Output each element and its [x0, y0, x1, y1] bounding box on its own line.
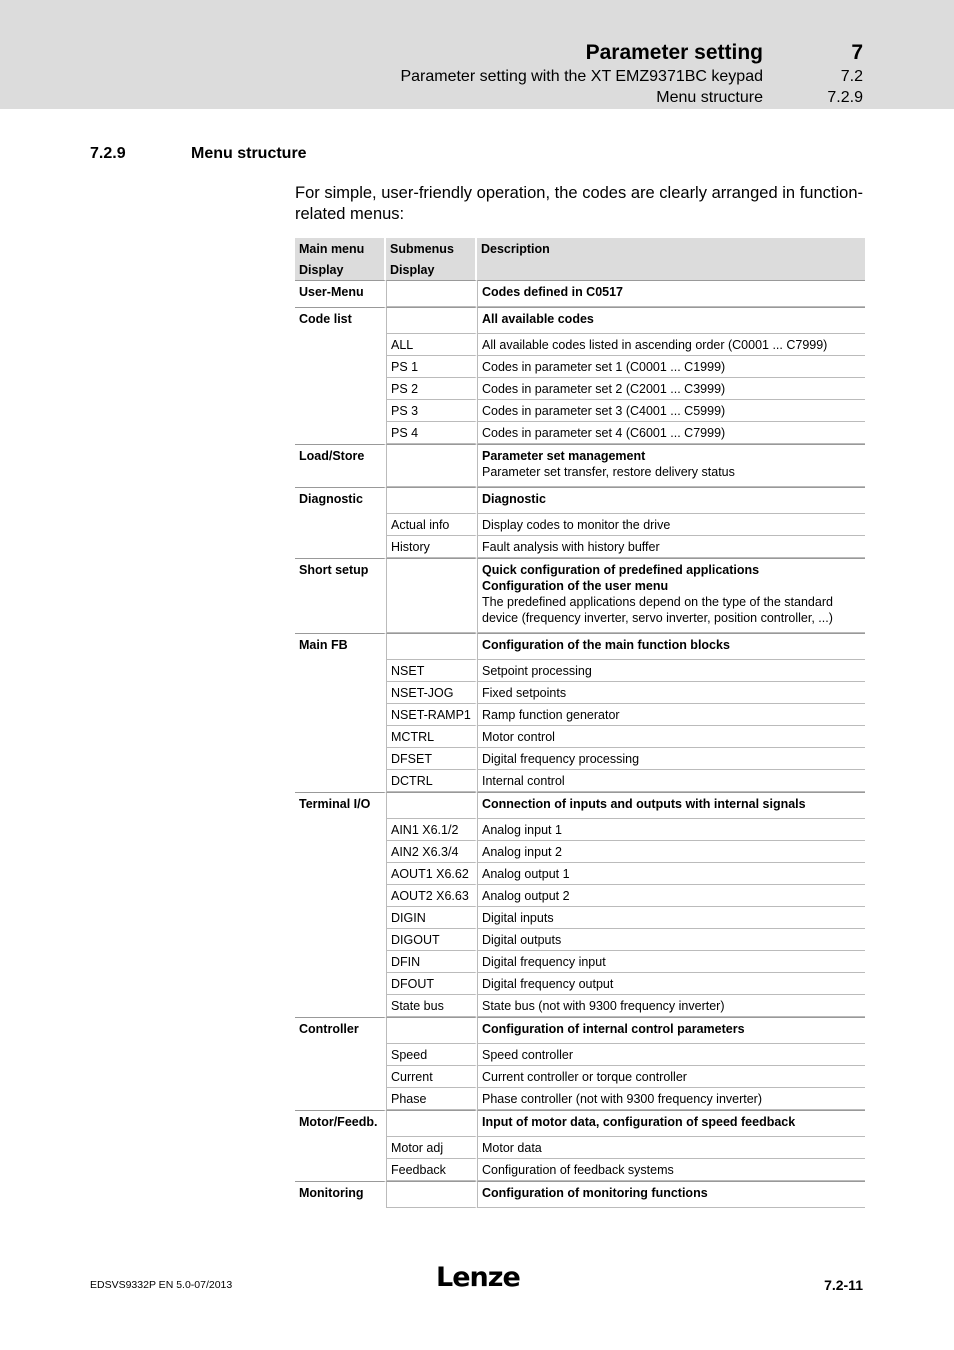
description-cell: All available codes listed in ascending order (C0001 ... C7999) [477, 334, 865, 356]
submenu-cell: Motor adj [386, 1137, 477, 1159]
submenu-cell [386, 1181, 477, 1208]
submenu-cell: NSET-JOG [386, 682, 477, 704]
description-cell [477, 792, 865, 819]
table-row [295, 1110, 865, 1137]
description-cell: Speed controller [477, 1044, 865, 1066]
description-cell: Codes in parameter set 4 (C6001 ... C7999) [477, 422, 865, 444]
description-cell: Analog output 1 [477, 863, 865, 885]
submenu-cell: DFOUT [386, 973, 477, 995]
description-cell: Motor data [477, 1137, 865, 1159]
table-row [295, 280, 865, 307]
submenu-cell: NSET-RAMP1 [386, 704, 477, 726]
submenu-cell: AOUT1 X6.62 [386, 863, 477, 885]
description-cell: Digital frequency output [477, 973, 865, 995]
subchapter-number: 7.2 [840, 68, 863, 85]
description-cell [477, 487, 865, 514]
submenu-cell: AOUT2 X6.63 [386, 885, 477, 907]
description-heading: Connection of inputs and outputs with internal signals [482, 797, 806, 811]
submenu-cell: Actual info [386, 514, 477, 536]
submenu-cell: Feedback [386, 1159, 477, 1181]
chapter-title: Parameter setting [585, 41, 763, 64]
description-heading: Quick configuration of predefined applications [482, 563, 760, 577]
submenu-cell: MCTRL [386, 726, 477, 748]
submenu-cell: History [386, 536, 477, 558]
description-cell [477, 280, 865, 307]
submenu-cell [386, 280, 477, 307]
submenu-cell: AIN2 X6.3/4 [386, 841, 477, 863]
table-row [295, 1017, 865, 1044]
description-cell: Configuration of feedback systems [477, 1159, 865, 1181]
description-cell: State bus (not with 9300 frequency inverter) [477, 995, 865, 1017]
main-menu-cell: Short setup [295, 558, 386, 633]
table-row [295, 307, 865, 334]
description-cell [477, 307, 865, 334]
chapter-number: 7 [851, 41, 863, 64]
main-menu-cell: Main FB [295, 633, 386, 792]
description-heading: All available codes [482, 312, 594, 326]
submenu-cell: ALL [386, 334, 477, 356]
table-row [295, 1181, 865, 1208]
submenu-cell [386, 444, 477, 487]
description-cell [477, 1017, 865, 1044]
submenu-cell: Current [386, 1066, 477, 1088]
description-cell: Fault analysis with history buffer [477, 536, 865, 558]
description-cell [477, 444, 865, 487]
section-number: 7.2.9 [90, 145, 126, 162]
description-text: Parameter set transfer, restore delivery status [482, 465, 735, 479]
subchapter-title: Parameter setting with the XT EMZ9371BC keypad [400, 68, 763, 85]
description-cell: Analog input 1 [477, 819, 865, 841]
description-cell: Analog output 2 [477, 885, 865, 907]
submenu-cell [386, 487, 477, 514]
main-menu-cell: Diagnostic [295, 487, 386, 558]
description-heading: Configuration of internal control parameters [482, 1022, 745, 1036]
submenu-cell [386, 307, 477, 334]
description-cell: Fixed setpoints [477, 682, 865, 704]
description-heading: Configuration of the main function blocks [482, 638, 730, 652]
table-row [295, 792, 865, 819]
submenu-cell: DCTRL [386, 770, 477, 792]
submenu-cell: PS 2 [386, 378, 477, 400]
display-sub: Display [386, 259, 477, 280]
submenu-cell: NSET [386, 660, 477, 682]
description-heading: Diagnostic [482, 492, 546, 506]
description-cell: Digital frequency processing [477, 748, 865, 770]
main-menu-cell: User-Menu [295, 280, 386, 307]
submenu-cell: PS 3 [386, 400, 477, 422]
submenu-cell: DFIN [386, 951, 477, 973]
description-cell [477, 1181, 865, 1208]
submenu-cell: AIN1 X6.1/2 [386, 819, 477, 841]
description-text: The predefined applications depend on the type of the standard device (frequency inverter, servo inverter, position controller, ...) [482, 595, 833, 625]
description-cell [477, 633, 865, 660]
display-main: Display [295, 259, 386, 280]
header-band [0, 0, 954, 109]
table-row [295, 444, 865, 487]
submenu-cell [386, 633, 477, 660]
description-cell: Codes in parameter set 2 (C2001 ... C3999) [477, 378, 865, 400]
intro-paragraph: For simple, user-friendly operation, the codes are clearly arranged in function-related menus: [295, 184, 863, 223]
description-cell: Codes in parameter set 3 (C4001 ... C5999) [477, 400, 865, 422]
submenu-cell: Speed [386, 1044, 477, 1066]
submenu-cell: DIGOUT [386, 929, 477, 951]
submenu-cell [386, 1110, 477, 1137]
table-row [295, 558, 865, 633]
submenu-cell: Phase [386, 1088, 477, 1110]
submenu-cell [386, 558, 477, 633]
description-cell: Codes in parameter set 1 (C0001 ... C1999) [477, 356, 865, 378]
col-header-sub: Submenus [386, 238, 477, 259]
description-cell: Setpoint processing [477, 660, 865, 682]
lenze-logo: Lenze [436, 1262, 520, 1293]
main-menu-cell: Terminal I/O [295, 792, 386, 1017]
main-menu-cell: Motor/Feedb. [295, 1110, 386, 1181]
submenu-cell [386, 1017, 477, 1044]
description-cell: Internal control [477, 770, 865, 792]
col-header-desc: Description [477, 238, 865, 280]
description-cell: Display codes to monitor the drive [477, 514, 865, 536]
submenu-cell: PS 4 [386, 422, 477, 444]
description-cell: Analog input 2 [477, 841, 865, 863]
main-menu-cell: Monitoring [295, 1181, 386, 1208]
page-number: 7.2-11 [824, 1277, 863, 1293]
description-heading: Parameter set management [482, 449, 646, 463]
main-menu-cell: Code list [295, 307, 386, 444]
description-cell: Digital frequency input [477, 951, 865, 973]
main-menu-cell: Controller [295, 1017, 386, 1110]
table-body [295, 280, 865, 1208]
submenu-cell: DIGIN [386, 907, 477, 929]
description-heading: Configuration of the user menu [482, 579, 669, 593]
section-header-number: 7.2.9 [827, 89, 863, 106]
main-menu-cell: Load/Store [295, 444, 386, 487]
description-cell [477, 558, 865, 633]
col-header-main: Main menu [295, 238, 386, 259]
section-title: Menu structure [191, 145, 307, 162]
menu-structure-table [295, 238, 865, 1208]
table-row [295, 633, 865, 660]
section-header-title: Menu structure [656, 89, 763, 106]
description-cell: Phase controller (not with 9300 frequency inverter) [477, 1088, 865, 1110]
table-row [295, 487, 865, 514]
description-cell [477, 1110, 865, 1137]
submenu-cell: State bus [386, 995, 477, 1017]
description-heading: Input of motor data, configuration of speed feedback [482, 1115, 796, 1129]
description-heading: Codes defined in C0517 [482, 285, 624, 299]
description-cell: Current controller or torque controller [477, 1066, 865, 1088]
submenu-cell: PS 1 [386, 356, 477, 378]
document-id: EDSVS9332P EN 5.0-07/2013 [90, 1279, 233, 1291]
description-cell: Digital outputs [477, 929, 865, 951]
submenu-cell [386, 792, 477, 819]
description-heading: Configuration of monitoring functions [482, 1186, 708, 1200]
description-cell: Digital inputs [477, 907, 865, 929]
description-cell: Ramp function generator [477, 704, 865, 726]
description-cell: Motor control [477, 726, 865, 748]
submenu-cell: DFSET [386, 748, 477, 770]
